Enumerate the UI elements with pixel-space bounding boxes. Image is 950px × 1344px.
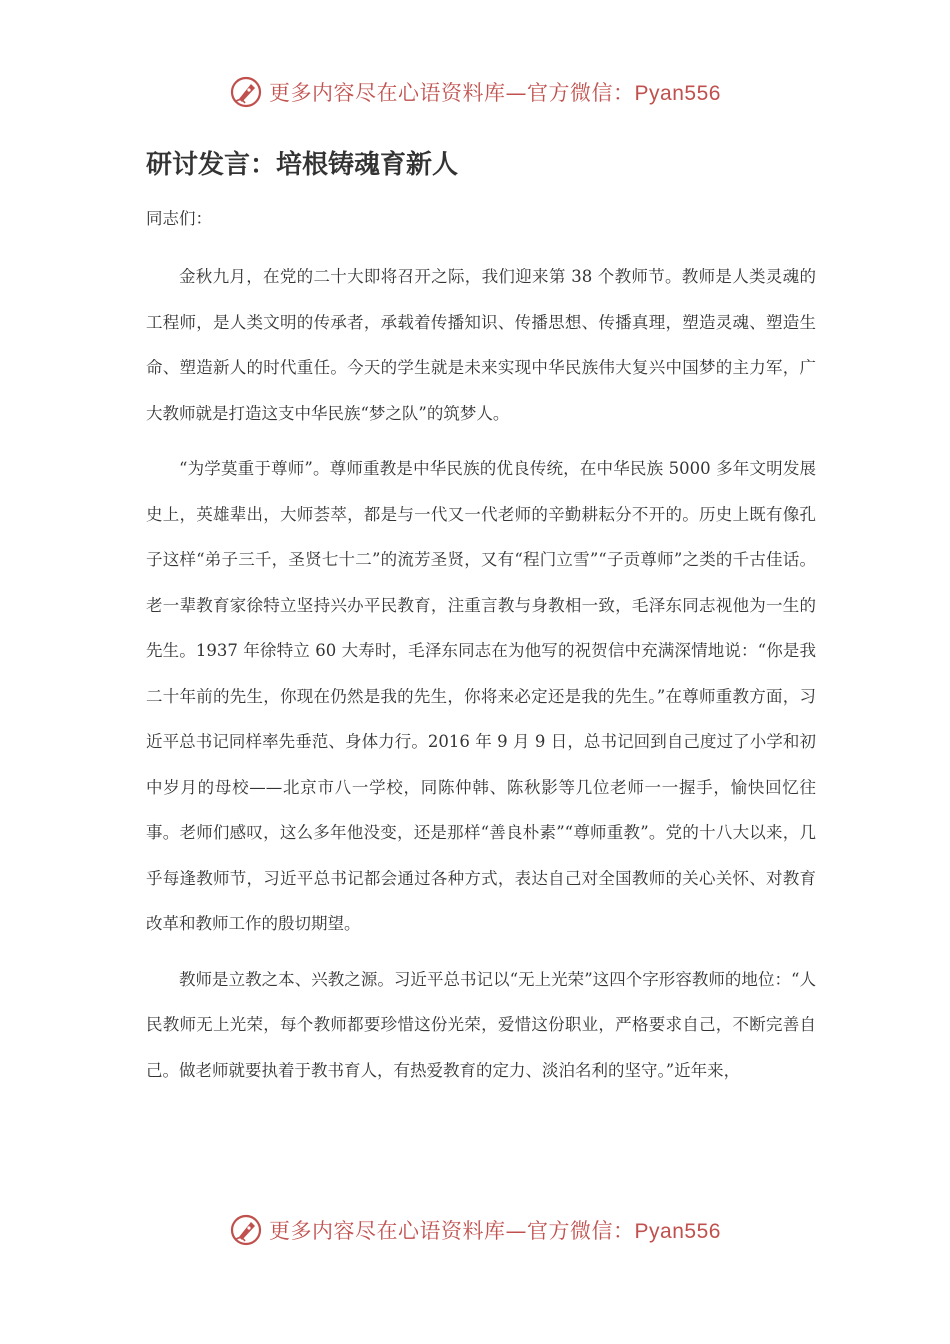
pen-nib-circle-icon [229, 75, 263, 109]
wechat-handle: Pyan556 [634, 82, 721, 105]
pen-nib-circle-icon [229, 1213, 263, 1247]
banner-label: 更多内容尽在心语资料库—官方微信： [269, 1219, 635, 1243]
footer-banner [0, 1210, 950, 1250]
wechat-handle: Pyan556 [634, 1220, 721, 1243]
header-banner [0, 72, 950, 112]
paragraph: 教师是立教之本、兴教之源。习近平总书记以“无上光荣”这四个字形容教师的地位：“人民教师无上光荣，每个教师都要珍惜这份光荣，爱惜这份职业，严格要求自己，不断完善自己。做老师就要执着于教书育人，有热爱教育的定力、淡泊名利的坚守。”近年来， [146, 969, 816, 1080]
banner-text [269, 1215, 721, 1245]
banner-text [269, 77, 721, 107]
salutation: 同志们： [146, 209, 212, 228]
document-body [146, 140, 816, 1093]
paragraph: 金秋九月，在党的二十大即将召开之际，我们迎来第 38 个教师节。教师是人类灵魂的工程师，是人类文明的传承者，承载着传播知识、传播思想、传播真理，塑造灵魂、塑造生命、塑造新人的时代重任。今天的学生就是未来实现中华民族伟大复兴中国梦的主力军，广大教师就是打造这支中华民族“梦之队”的筑梦人。 [146, 267, 816, 423]
document-title: 研讨发言：培根铸魂育新人 [146, 150, 459, 180]
paragraph: “为学莫重于尊师”。尊师重教是中华民族的优良传统，在中华民族 5000 多年文明发展史上，英雄辈出，大师荟萃，都是与一代又一代老师的辛勤耕耘分不开的。历史上既有像孔子这样“弟子三千，圣贤七十二”的流芳圣贤，又有“程门立雪”“子贡尊师”之类的千古佳话。老一辈教育家徐特立坚持兴办平民教育，注重言教与身教相一致，毛泽东同志视他为一生的先生。1937 年徐特立 60 大寿时，毛泽东同志在为他写的祝贺信中充满深情地说：“你是我二十年前的先生，你现在仍然是我的先生，你将来必定还是我的先生。”在尊师重教方面，习近平总书记同样率先垂范、身体力行。2016 年 9 月 9 日，总书记回到自己度过了小学和初中岁月的母校——北京市八一学校，同陈仲韩、陈秋影等几位老师一一握手，愉快回忆往事。老师们感叹，这么多年他没变，还是那样“善良朴素”“尊师重教”。党的十八大以来，几乎每逢教师节，习近平总书记都会通过各种方式，表达自己对全国教师的关心关怀、对教育改革和教师工作的殷切期望。 [146, 459, 816, 933]
banner-label: 更多内容尽在心语资料库—官方微信： [269, 81, 635, 105]
